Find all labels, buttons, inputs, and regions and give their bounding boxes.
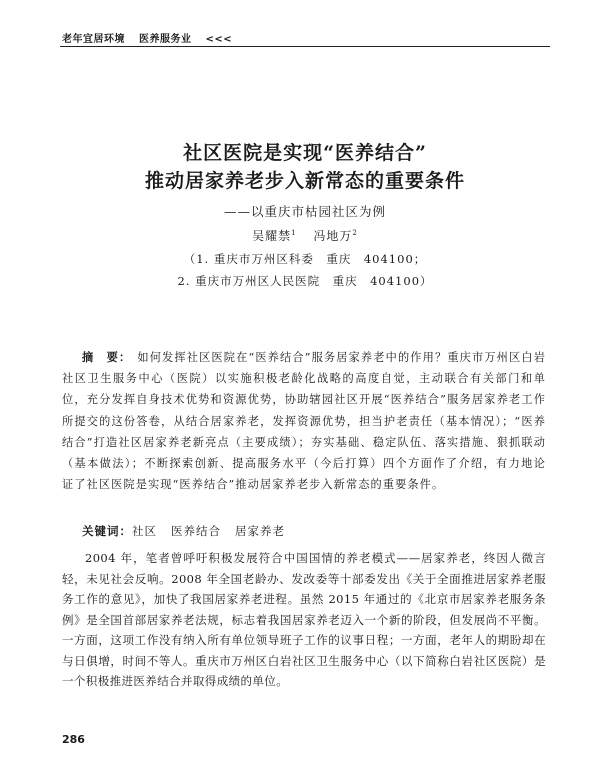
title-line-2: 推动居家养老步入新常态的重要条件 bbox=[144, 170, 465, 192]
authors bbox=[60, 227, 550, 244]
author-2: 冯地万$^2$ bbox=[313, 229, 358, 243]
abstract-text: 如何发挥社区医院在“医养结合”服务居家养老中的作用？重庆市万州区白岩社区卫生服务中心（医院）以实施积极老龄化战略的高度自觉，主动联合有关部门和单位，充分发挥自身技术优势和资源优势，协助辖园社区开展“医养结合”服务居家养老工作所提交的这份答卷，从结合居家养老，发挥资源优势，担当护老责任（基本情况）；“医养结合”打造社区居家养老新亮点（主要成绩）；夯实基础、稳定队伍、落实措施、狠抓联动（基本做法）；不断探索创新、提高服务水平（今后打算）四个方面作了介绍，有力地论证了社区医院是实现“医养结合”推动居家养老步入新常态的重要条件。 bbox=[62, 351, 546, 492]
abstract-label: 摘 要： bbox=[82, 350, 132, 364]
keywords bbox=[82, 523, 546, 539]
running-header bbox=[62, 30, 546, 45]
header-rule bbox=[60, 46, 550, 47]
keyword: 社区 bbox=[132, 524, 157, 538]
affiliation-1: （1. 重庆市万州区科委 重庆 404100； bbox=[183, 252, 427, 266]
keyword: 医养结合 bbox=[171, 524, 221, 538]
section-name: 医养服务业 bbox=[138, 34, 192, 45]
subtitle: ——以重庆市枯园社区为例 bbox=[223, 204, 386, 219]
page-number: 286 bbox=[62, 733, 85, 746]
keywords-label: 关键词： bbox=[82, 524, 132, 538]
affiliation-2: 2. 重庆市万州区人民医院 重庆 404100） bbox=[177, 274, 433, 288]
keyword: 居家养老 bbox=[235, 524, 285, 538]
abstract bbox=[62, 347, 546, 495]
title-line-1: 社区医院是实现“医养结合” bbox=[183, 142, 427, 164]
author-1: 吴耀禁$^1$ bbox=[252, 229, 297, 243]
header-arrows: <<< bbox=[205, 34, 233, 45]
body-paragraph: 2004 年，笔者曾呼吁积极发展符合中国国情的养老模式——居家养老，终因人微言轻，未见社会反响。2008 年全国老龄办、发改委等十部委发出《关于全面推进居家养老服务工作的意见》，加快了我国居家养老进程。虽然 2015 年通过的《北京市居家养老服务条例》是全国首部居家养老法规，标志着我国居家养老迈入一个新的阶段，但发展尚不平衡。一方面，这项工作没有纳入所有单位领导班子工作的议事日程；一方面，老年人的期盼却在与日俱增，时间不等人。重庆市万州区白岩社区卫生服务中心（以下简称白岩社区医院）是一个积极推进医养结合并取得成绩的单位。 bbox=[62, 551, 546, 688]
journal-name: 老年宜居环境 bbox=[62, 34, 125, 45]
